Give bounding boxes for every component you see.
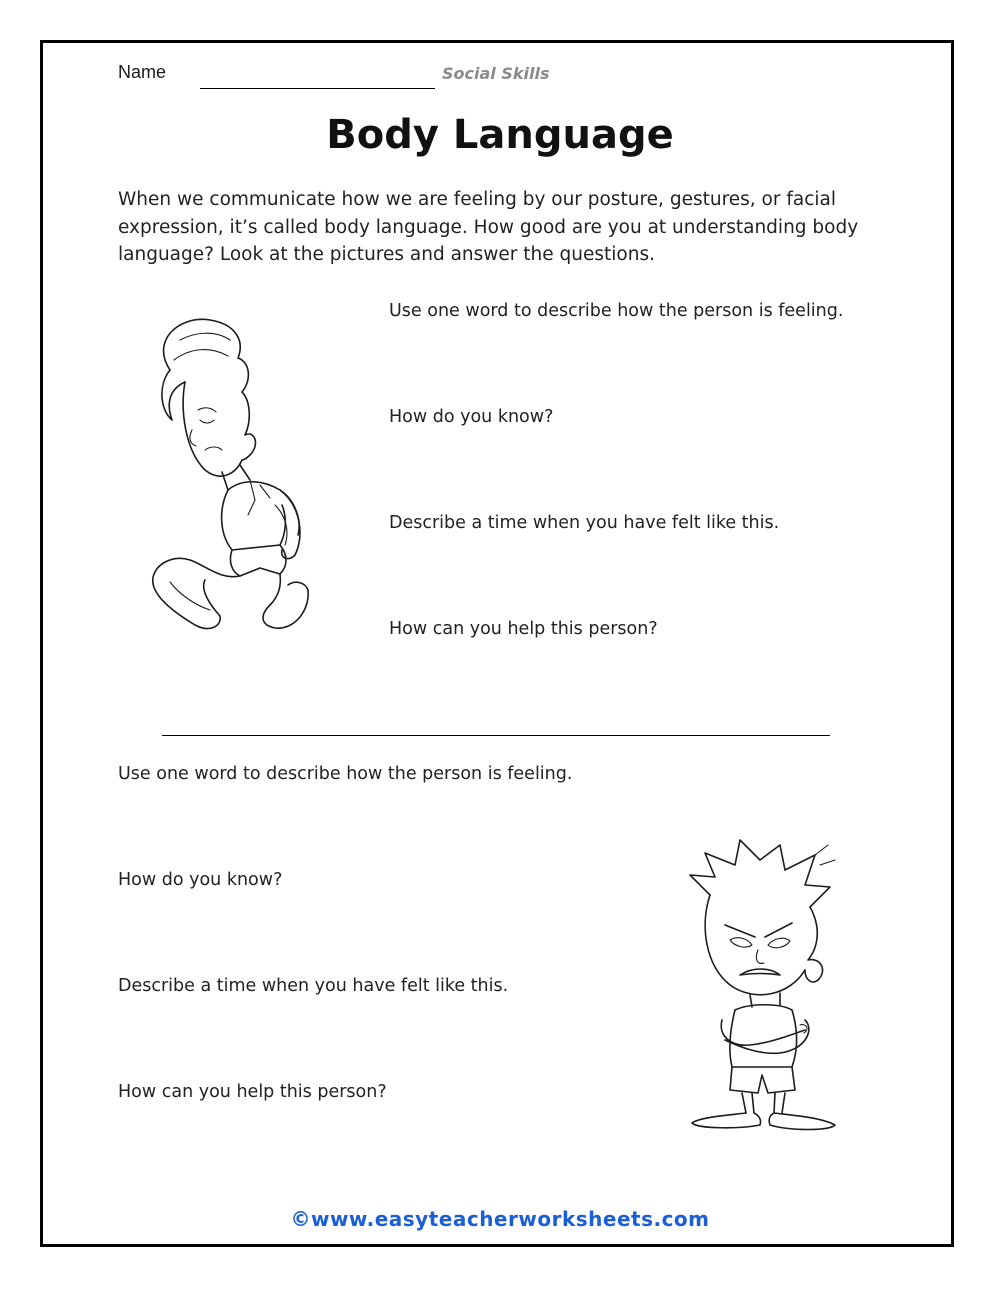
s1-question-help: How can you help this person? — [389, 619, 658, 639]
footer-website-link[interactable] — [0, 1207, 1000, 1231]
footer-url: www.easyteacherworksheets.com — [310, 1207, 710, 1231]
page-title: Body Language — [326, 112, 674, 158]
sad-boy-walking-illustration — [110, 300, 310, 630]
s2-question-help: How can you help this person? — [118, 1082, 387, 1102]
copyright-symbol: © — [290, 1207, 311, 1231]
section-divider — [162, 735, 830, 736]
s2-question-feeling: Use one word to describe how the person is feeling. — [118, 764, 573, 784]
s1-question-describe-time: Describe a time when you have felt like this. — [389, 513, 780, 533]
s1-question-how-know: How do you know? — [389, 407, 554, 427]
name-input-line[interactable] — [200, 88, 435, 89]
angry-boy-crossed-arms-illustration — [680, 835, 850, 1135]
s1-question-feeling: Use one word to describe how the person is feeling. — [389, 301, 844, 321]
name-label: Name — [118, 62, 167, 82]
s2-question-how-know: How do you know? — [118, 870, 283, 890]
s2-question-describe-time: Describe a time when you have felt like this. — [118, 976, 509, 996]
subject-label: Social Skills — [442, 64, 550, 83]
intro-paragraph: When we communicate how we are feeling by our posture, gestures, or facial expression, it’s called body language. How good are you at understanding body language? Look at the pictures and answer the questions. — [118, 189, 859, 265]
